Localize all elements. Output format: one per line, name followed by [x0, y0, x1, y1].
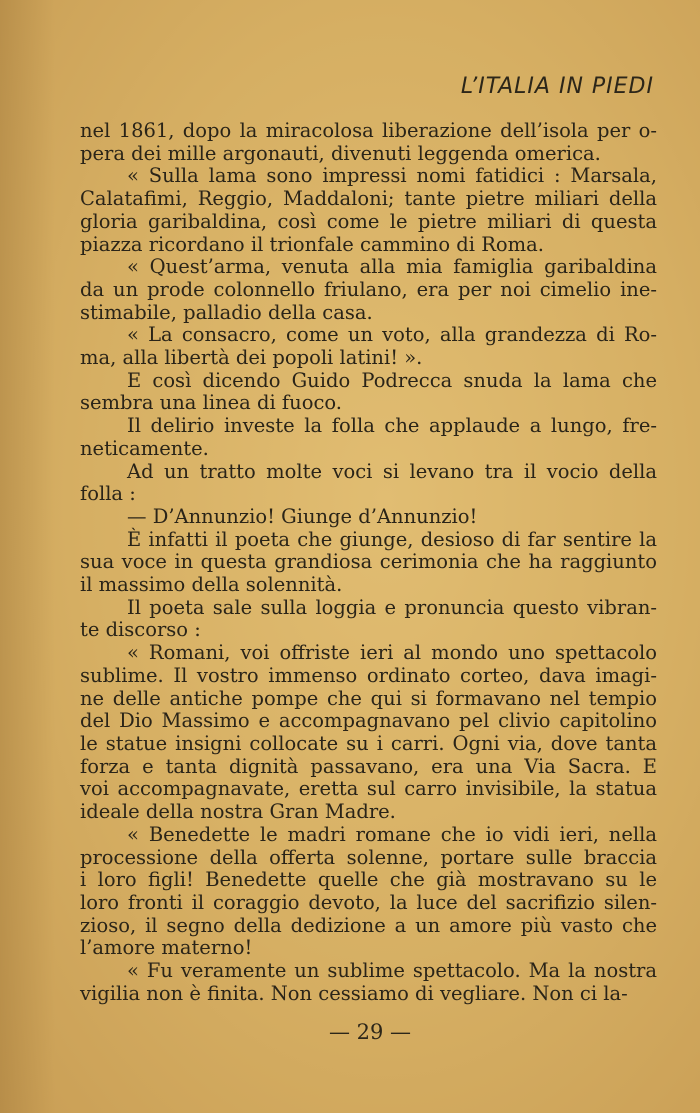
paragraph [80, 597, 657, 642]
text-line: il massimo della solennità. [80, 573, 343, 597]
body-text [80, 120, 657, 1005]
paragraph [80, 165, 657, 256]
text-line: l’amore materno! [80, 936, 253, 960]
text-line: sembra una linea di fuoco. [80, 391, 342, 415]
paragraph [80, 120, 657, 165]
text-line: te discorso : [80, 618, 201, 642]
text-line: forza e tanta dignità passavano, era una Via Sacra. E [80, 754, 657, 778]
text-line: stimabile, palladio della casa. [80, 300, 373, 324]
paragraph [80, 824, 657, 960]
text-line: Il delirio investe la folla che applaude a lungo, fre- [127, 414, 657, 438]
text-line: È infatti il poeta che giunge, desioso di far sentire la [127, 527, 657, 551]
text-line: sublime. Il vostro immenso ordinato corteo, dava imagi- [80, 663, 657, 687]
text-line: pera dei mille argonauti, divenuti leggenda omerica. [80, 141, 601, 165]
text-line: neticamente. [80, 436, 209, 460]
paragraph [80, 642, 657, 824]
page-number: — 29 — [328, 1020, 412, 1044]
text-line: Il poeta sale sulla loggia e pronuncia questo vibran- [127, 595, 657, 619]
text-line: del Dio Massimo e accompagnavano pel clivio capitolino [80, 709, 657, 733]
text-line: vigilia non è finita. Non cessiamo di vegliare. Non ci la- [80, 981, 628, 1005]
paragraph [80, 506, 657, 529]
text-line: « Romani, voi offriste ieri al mondo uno spettacolo [127, 641, 657, 665]
text-line: ideale della nostra Gran Madre. [80, 800, 396, 824]
text-line: ma, alla libertà dei popoli latini! ». [80, 346, 423, 370]
text-line: Calatafimi, Reggio, Maddaloni; tante pietre miliari della [80, 187, 657, 211]
text-line: « La consacro, come un voto, alla grandezza di Ro- [127, 323, 657, 347]
running-title: L’ITALIA IN PIEDI [460, 74, 654, 99]
text-line: folla : [80, 482, 136, 506]
text-line: — D’Annunzio! Giunge d’Annunzio! [127, 504, 478, 528]
text-line: ne delle antiche pompe che qui si formavano nel tempio [80, 686, 657, 710]
text-line: loro fronti il coraggio devoto, la luce del sacrifizio silen- [80, 890, 657, 914]
text-line: gloria garibaldina, così come le pietre miliari di questa [80, 209, 657, 233]
text-line: sua voce in questa grandiosa cerimonia che ha raggiunto [80, 550, 657, 574]
paragraph [80, 256, 657, 324]
text-line: « Benedette le madri romane che io vidi ieri, nella [127, 822, 657, 846]
paragraph [80, 370, 657, 415]
text-line: « Quest’arma, venuta alla mia famiglia garibaldina [127, 255, 657, 279]
text-line: da un prode colonnello friulano, era per noi cimelio ine- [80, 277, 657, 301]
text-line: nel 1861, dopo la miracolosa liberazione dell’isola per o- [80, 119, 657, 142]
paragraph [80, 461, 657, 506]
paragraph [80, 529, 657, 597]
paragraph [80, 415, 657, 460]
paragraph [80, 960, 657, 1005]
text-line: i loro figli! Benedette quelle che già mostravano su le [80, 868, 657, 892]
text-line: le statue insigni collocate su i carri. Ogni via, dove tanta [80, 731, 657, 755]
text-line: Ad un tratto molte voci si levano tra il vocio della [127, 459, 657, 483]
text-line: voi accompagnavate, eretta sul carro invisibile, la statua [80, 777, 657, 801]
page-spine-shadow [0, 0, 55, 1113]
paragraph [80, 324, 657, 369]
text-line: « Fu veramente un sublime spettacolo. Ma la nostra [127, 959, 657, 983]
text-line: zioso, il segno della dedizione a un amore più vasto che [80, 913, 657, 937]
text-line: E così dicendo Guido Podrecca snuda la lama che [127, 368, 657, 392]
text-line: « Sulla lama sono impressi nomi fatidici : Marsala, [127, 164, 657, 188]
text-line: processione della offerta solenne, portare sulle braccia [80, 845, 657, 869]
text-line: piazza ricordano il trionfale cammino di Roma. [80, 232, 544, 256]
